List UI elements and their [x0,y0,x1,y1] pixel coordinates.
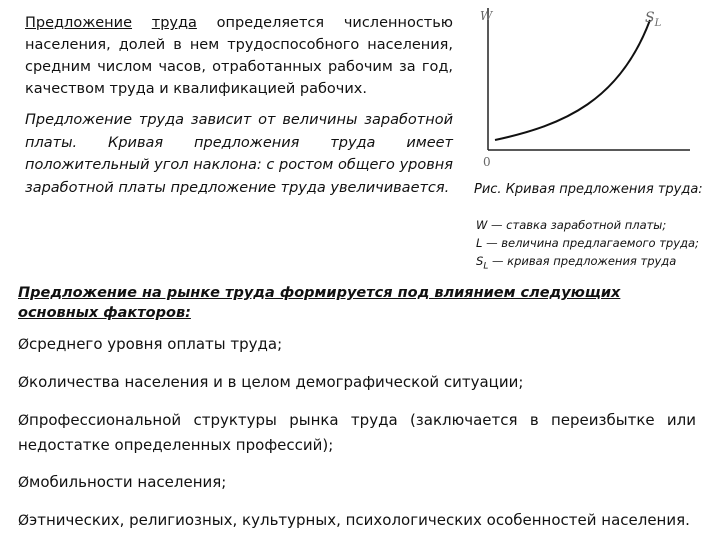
list-item: Øмобильности населения; [18,473,227,491]
arrow-bullet-icon: Ø [18,375,30,391]
supply-definition-paragraph [25,12,453,100]
list-item: Øэтнических, религиозных, культурных, психологических особенностей населения. [18,511,690,529]
arrow-bullet-icon: Ø [18,513,30,529]
supply-curve-label: $S_L$ [645,10,662,29]
arrow-bullet-icon: Ø [18,475,30,491]
origin-label: 0 [483,155,491,169]
list-item: Øсреднего уровня оплаты труда; [18,335,283,353]
arrow-bullet-icon: Ø [18,413,30,429]
legend-w: W — ставка заработной платы; [476,218,667,232]
term-labor: труда [151,15,197,31]
labor-supply-graph [455,0,710,170]
definition-line-1-rest: определяется численностью [216,15,453,31]
y-axis-label: W [480,9,493,23]
supply-curve [495,20,650,140]
legend-l: L — величина предлагаемого труда; [476,236,699,250]
figure-legend [476,216,716,275]
legend-s: $S_L$ — кривая предложения труда [476,254,677,272]
term-supply: Предложение [25,15,133,31]
factors-heading: Предложение на рынке труда формируется под влиянием следующих основных факторов: [18,285,621,321]
definition-line-3: средним числом часов, отработанных рабочим за год, [25,59,453,75]
definition-line-4: качеством труда и квалификацией рабочих. [25,81,367,97]
supply-wage-paragraph: Предложение труда зависит от величины заработной платы. Кривая предложения труда имеет положительный угол наклона: с ростом общего уровня заработной платы предложение труда увеличивается. [25,112,453,196]
definition-line-2: населения, долей в нем трудоспособного населения, [25,37,453,53]
factors-list [18,332,696,546]
list-item: Øколичества населения и в целом демографической ситуации; [18,373,524,391]
figure-caption: Рис. Кривая предложения труда: [474,182,703,197]
arrow-bullet-icon: Ø [18,337,30,353]
list-item: Øпрофессиональной структуры рынка труда (заключается в переизбытке или недостатке определенных профессий); [18,411,696,454]
